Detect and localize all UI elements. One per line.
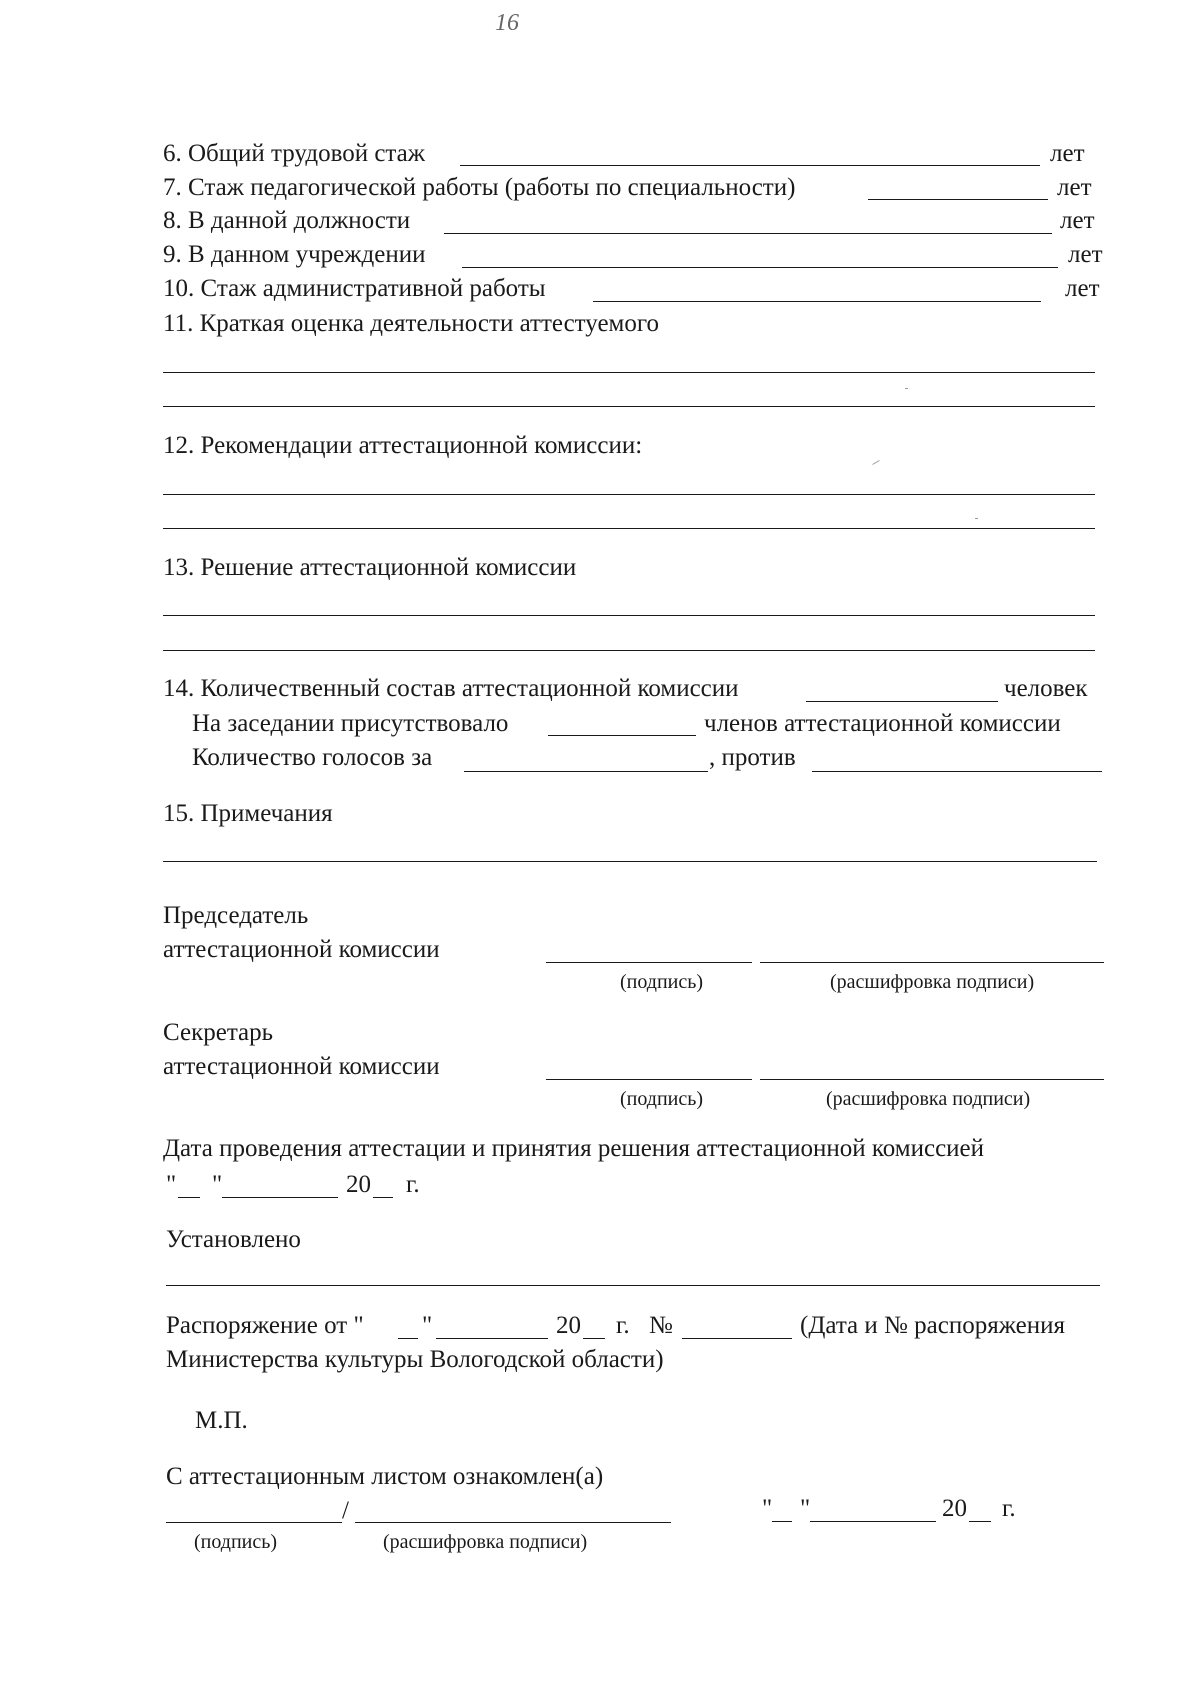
item-14-votes-for-label: Количество голосов за: [192, 744, 433, 771]
date-year-suffix: г.: [406, 1171, 420, 1198]
acquainted-quote-open: ": [762, 1495, 773, 1522]
acquainted-signature-line[interactable]: [166, 1522, 342, 1523]
item-12-line-1[interactable]: [163, 494, 1095, 495]
chairman-title-2: аттестационной комиссии: [163, 936, 440, 963]
secretary-title-1: Секретарь: [163, 1019, 274, 1046]
item-14-present-line[interactable]: [548, 735, 696, 736]
order-ministry: Министерства культуры Вологодской области): [166, 1346, 664, 1373]
item-10-line[interactable]: [593, 301, 1041, 302]
item-14-votes-against-label: , против: [709, 744, 796, 771]
item-6-line[interactable]: [460, 165, 1040, 166]
item-15-label: 15. Примечания: [163, 800, 333, 827]
item-14-members-line[interactable]: [806, 701, 998, 702]
stamp-place: М.П.: [195, 1407, 248, 1434]
order-prefix: Распоряжение от ": [166, 1312, 364, 1339]
item-7-line[interactable]: [868, 199, 1048, 200]
item-7-label: 7. Стаж педагогической работы (работы по специальности): [163, 174, 796, 201]
order-number-sign: №: [649, 1312, 673, 1339]
acquainted-quote-close: ": [800, 1495, 811, 1522]
date-quote-close: ": [212, 1171, 223, 1198]
chairman-signature-line[interactable]: [546, 962, 752, 963]
order-year-suffix: г.: [616, 1312, 630, 1339]
scan-speck: [872, 460, 879, 465]
item-9-unit: лет: [1068, 241, 1103, 268]
scan-speck: [975, 518, 978, 519]
item-14-votes-against-line[interactable]: [812, 771, 1102, 772]
scan-speck: [905, 388, 908, 389]
page-number: 16: [495, 10, 519, 36]
item-14-unit: человек: [1004, 675, 1088, 702]
item-15-line[interactable]: [163, 861, 1097, 862]
acquainted-decode-caption: (расшифровка подписи): [383, 1531, 588, 1553]
secretary-signature-caption: (подпись): [620, 1088, 704, 1110]
acquainted-label: С аттестационным листом ознакомлен(а): [166, 1463, 604, 1490]
item-14-label: 14. Количественный состав аттестационной комиссии: [163, 675, 739, 702]
item-13-line-1[interactable]: [163, 615, 1095, 616]
acquainted-signature-caption: (подпись): [194, 1531, 278, 1553]
order-note: (Дата и № распоряжения: [800, 1312, 1066, 1339]
acquainted-decode-line[interactable]: [355, 1522, 671, 1523]
item-12-label: 12. Рекомендации аттестационной комиссии:: [163, 432, 643, 459]
item-6-unit: лет: [1050, 140, 1085, 167]
acquainted-year-line[interactable]: [969, 1521, 991, 1522]
item-13-label: 13. Решение аттестационной комиссии: [163, 554, 577, 581]
secretary-decode-caption: (расшифровка подписи): [826, 1088, 1031, 1110]
item-14-present-label: На заседании присутствовало: [192, 710, 509, 737]
order-day-line[interactable]: [398, 1338, 418, 1339]
order-year-line[interactable]: [583, 1338, 605, 1339]
date-year-prefix: 20: [346, 1171, 371, 1198]
item-10-unit: лет: [1065, 275, 1100, 302]
date-month-line[interactable]: [222, 1197, 338, 1198]
acquainted-month-line[interactable]: [810, 1521, 936, 1522]
item-12-line-2[interactable]: [163, 528, 1095, 529]
item-7-unit: лет: [1057, 174, 1092, 201]
acquainted-year-prefix: 20: [942, 1495, 967, 1522]
acquainted-separator: /: [342, 1497, 349, 1524]
chairman-decode-caption: (расшифровка подписи): [830, 971, 1035, 993]
item-13-line-2[interactable]: [163, 650, 1095, 651]
item-11-line-1[interactable]: [163, 372, 1095, 373]
established-line[interactable]: [166, 1285, 1100, 1286]
item-9-line[interactable]: [462, 267, 1058, 268]
item-11-line-2[interactable]: [163, 406, 1095, 407]
secretary-signature-line[interactable]: [546, 1079, 752, 1080]
order-year-prefix: 20: [556, 1312, 581, 1339]
date-block-label: Дата проведения аттестации и принятия решения аттестационной комиссией: [163, 1135, 985, 1162]
secretary-title-2: аттестационной комиссии: [163, 1053, 440, 1080]
established-label: Установлено: [166, 1226, 301, 1253]
chairman-decode-line[interactable]: [760, 962, 1104, 963]
date-year-line[interactable]: [373, 1197, 393, 1198]
item-6-label: 6. Общий трудовой стаж: [163, 140, 426, 167]
order-month-line[interactable]: [436, 1338, 548, 1339]
item-14-present-suffix: членов аттестационной комиссии: [704, 710, 1061, 737]
date-quote-open: ": [166, 1171, 177, 1198]
acquainted-year-suffix: г.: [1002, 1495, 1016, 1522]
chairman-signature-caption: (подпись): [620, 971, 704, 993]
secretary-decode-line[interactable]: [760, 1079, 1104, 1080]
order-number-line[interactable]: [682, 1338, 792, 1339]
item-10-label: 10. Стаж административной работы: [163, 275, 546, 302]
date-day-line[interactable]: [178, 1197, 200, 1198]
item-9-label: 9. В данном учреждении: [163, 241, 426, 268]
item-11-label: 11. Краткая оценка деятельности аттестуемого: [163, 310, 659, 337]
item-8-line[interactable]: [444, 233, 1052, 234]
item-8-unit: лет: [1060, 207, 1095, 234]
chairman-title-1: Председатель: [163, 902, 309, 929]
item-14-votes-for-line[interactable]: [464, 771, 708, 772]
order-quote-close: ": [422, 1312, 433, 1339]
acquainted-day-line[interactable]: [772, 1521, 792, 1522]
item-8-label: 8. В данной должности: [163, 207, 411, 234]
